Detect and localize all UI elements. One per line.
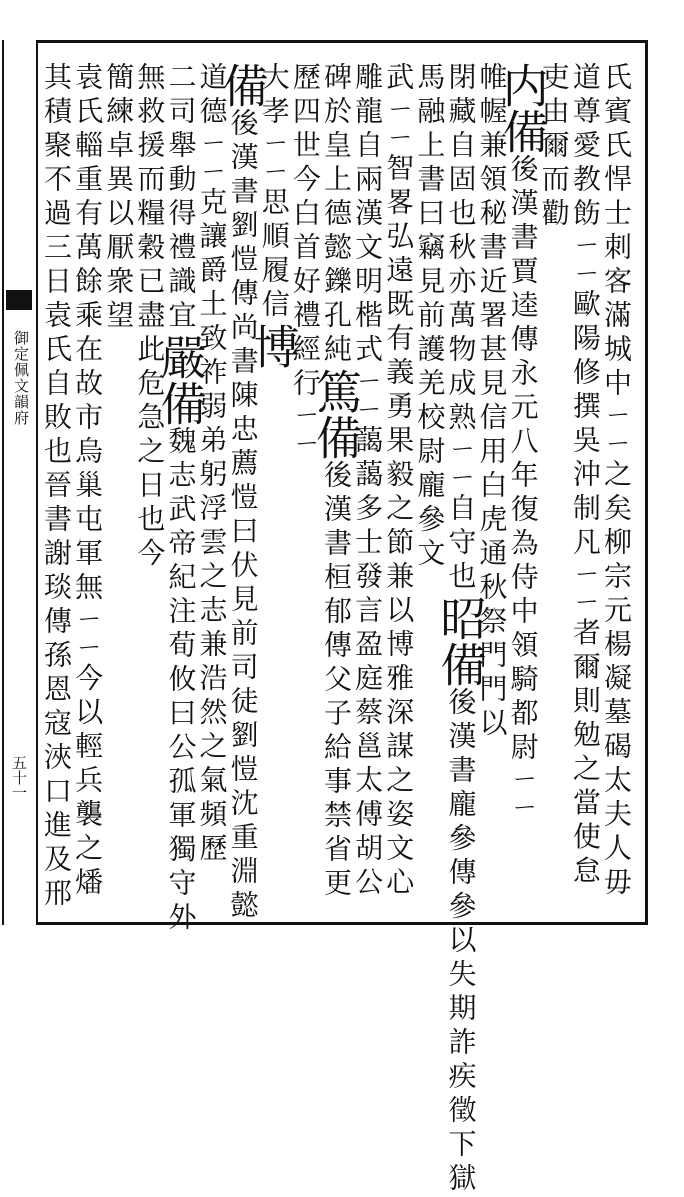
headword: 博 (246, 322, 301, 369)
text-column (475, 62, 509, 922)
text-column (381, 62, 415, 922)
book-title: 御定佩文韻府 (12, 330, 30, 426)
text-column (495, 62, 550, 922)
entry-text: 道尊愛教飭ㄧㄧ歐陽修撰吳沖制凡ㄧㄧ者爾則勉之當使怠 (568, 62, 602, 890)
entry-text: 後漢書桓郁傳父子給事禁省更 (320, 460, 353, 902)
headword: 備 (215, 62, 270, 108)
entry-text: 吏由爾而勸 (537, 62, 571, 232)
entry-text: 閉藏自固也秋亦萬物成熟ㄧㄧ自守也 (444, 62, 478, 595)
headword: 嚴備 (153, 334, 208, 426)
entry-text: 後漢書賈逵傳永元八年復為侍中領騎都尉ㄧㄧ (506, 154, 540, 823)
entry-text: 帷幄兼領秘書近署甚見信用白虎通秋祭門門以 (475, 62, 509, 742)
text-column (215, 62, 270, 924)
text-column (101, 62, 135, 922)
text-column (568, 62, 602, 922)
text-column (412, 62, 446, 922)
text-column (246, 62, 301, 922)
text-column (309, 62, 363, 922)
fish-tail-mark (6, 290, 32, 310)
entry-text: 歷四世今白首好禮經行ㄧㄧ (288, 62, 322, 459)
entry-text: 雕龍自兩漢文明楷式ㄧㄧ藹藹多士發言盈庭蔡邕太傅胡公 (351, 62, 385, 901)
left-outer-line (2, 40, 4, 925)
entry-text: 碑於皇上德懿鑠孔純 (320, 62, 353, 368)
text-column (599, 62, 633, 922)
entry-text: 簡練卓異以厭衆望 (102, 62, 136, 334)
text-column (39, 62, 73, 922)
text-column (433, 62, 488, 1197)
entry-text: 二司舉動得禮識宜 (164, 62, 198, 334)
entry-text: 大孝ㄧㄧ思順履信 (257, 62, 291, 323)
entry-text: 後漢書劉愷傳尚書陳忠薦愷曰伏見前司徒劉愷沈重淵懿 (226, 108, 260, 924)
right-frame-line (645, 40, 648, 925)
top-frame-line (36, 40, 648, 43)
entry-text: 魏志武帝紀注荀攸曰公孤軍獨守外 (164, 426, 198, 936)
entry-text: 道德ㄧㄧ克讓爵土致祚弱弟躬浮雲之志兼浩然之氣頻歷 (195, 62, 229, 867)
entry-text: 後漢書龐參傳參以失期詐疾徵下獄 (444, 686, 478, 1197)
entry-text: 無救援而糧穀已盡此危急之日也今 (133, 62, 167, 572)
entry-text: 袁氏輜重有萬餘乘在故市烏巢屯軍無ㄧㄧ今以輕兵襲之燔 (71, 62, 105, 901)
bottom-frame-line (36, 922, 648, 925)
entry-text: 其積聚不過三日袁氏自敗也晉書謝琰傳孫恩寇浹口進及邢 (40, 62, 73, 912)
entry-text: 武ㄧㄧ智畧弘遠既有義勇果毅之節兼以博雅深謀之姿文心 (382, 62, 416, 901)
text-column (288, 62, 322, 922)
text-column (132, 62, 166, 922)
entry-text: 馬融上書曰竊見前護羌校尉龐參文 (413, 62, 447, 572)
entry-text: 氏賓氏悍士刺客滿城中ㄧㄧ之矣柳宗元楊凝墓碣太夫人毋 (600, 62, 633, 901)
page-number: 五十一 (10, 755, 28, 800)
headword: 内備 (495, 62, 550, 154)
headword: 昭備 (433, 594, 488, 687)
text-column (70, 62, 104, 922)
text-column (153, 62, 208, 936)
headword: 篤備 (309, 368, 363, 460)
text-column (537, 62, 571, 922)
text-column (195, 62, 229, 922)
left-frame-line (36, 40, 38, 925)
text-column (350, 62, 384, 922)
